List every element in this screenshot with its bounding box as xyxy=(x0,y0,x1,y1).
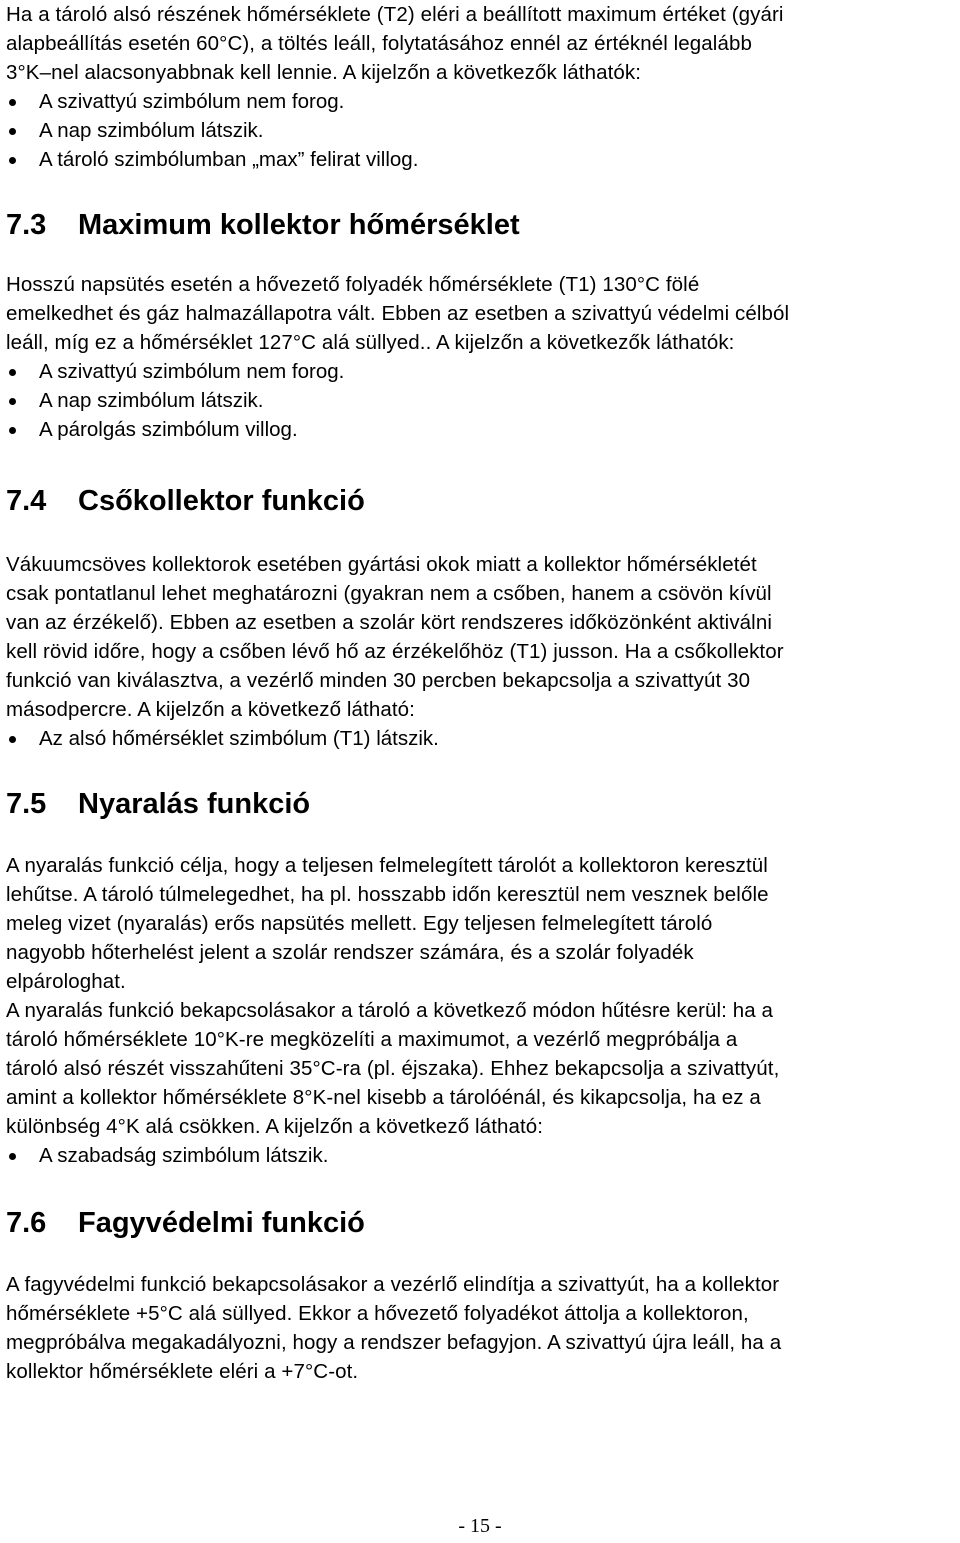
list-item-text: A nap szimbólum látszik. xyxy=(39,389,264,412)
text-line: leáll, míg ez a hőmérséklet 127°C alá süllyed.. A kijelzőn a következők láthatók: xyxy=(6,331,735,354)
list-item xyxy=(6,87,784,116)
text-line: alapbeállítás esetén 60°C), a töltés leáll, folytatásához ennél az értéknél legalább xyxy=(6,32,752,55)
text-line: csak pontatlanul lehet meghatározni (gyakran nem a csőben, hanem a csövön kívül xyxy=(6,582,772,605)
list-item xyxy=(6,357,789,386)
text-line: 3°K–nel alacsonyabbnak kell lennie. A kijelzőn a következők láthatók: xyxy=(6,61,642,84)
section-heading xyxy=(6,205,520,245)
text-line: Vákuumcsöves kollektorok esetében gyártási okok miatt a kollektor hőmérsékletét xyxy=(6,553,757,576)
text-line: funkció van kiválasztva, a vezérlő minden 30 percben bekapcsolja a szivattyút 30 xyxy=(6,669,751,692)
section-paragraph xyxy=(6,851,779,1141)
list-item-text: A szivattyú szimbólum nem forog. xyxy=(39,90,345,113)
text-line: megpróbálva megakadályozni, hogy a rendszer befagyjon. A szivattyú újra leáll, ha a xyxy=(6,1331,782,1354)
list-item-text: A szabadság szimbólum látszik. xyxy=(39,1144,329,1167)
text-line: meleg vizet (nyaralás) erős napsütés mellett. Egy teljesen felmelegített tároló xyxy=(6,912,713,935)
text-line: tároló alsó részét visszahűteni 35°C-ra (pl. éjszaka). Ehhez bekapcsolja a szivattyút, xyxy=(6,1057,780,1080)
section-paragraph xyxy=(6,550,784,724)
intro-block xyxy=(6,0,784,174)
list-item xyxy=(6,116,784,145)
section-7-5-body xyxy=(6,851,779,1170)
list-item xyxy=(6,724,784,753)
text-line: lehűtse. A tároló túlmelegedhet, ha pl. hosszabb időn keresztül nem vesznek belőle xyxy=(6,883,769,906)
section-number: 7.6 xyxy=(6,1207,47,1239)
section-7-6 xyxy=(6,1203,365,1243)
bullet-icon xyxy=(9,736,16,743)
document-page xyxy=(6,0,960,1543)
section-title: Nyaralás funkció xyxy=(78,788,311,820)
list-item xyxy=(6,145,784,174)
section-title: Csőkollektor funkció xyxy=(78,485,365,517)
text-line: másodpercre. A kijelzőn a következő látható: xyxy=(6,698,415,721)
section-number: 7.4 xyxy=(6,485,47,517)
list-item-text: A szivattyú szimbólum nem forog. xyxy=(39,360,345,383)
text-line: kollektor hőmérséklete eléri a +7°C-ot. xyxy=(6,1360,359,1383)
text-line: elpárologhat. xyxy=(6,970,126,993)
section-bullet-list xyxy=(6,357,789,444)
text-line: különbség 4°K alá csökken. A kijelzőn a következő látható: xyxy=(6,1115,544,1138)
bullet-icon xyxy=(9,99,16,106)
section-title: Maximum kollektor hőmérséklet xyxy=(78,209,520,241)
text-line: emelkedhet és gáz halmazállapotra vált. Ebben az esetben a szivattyú védelmi célból xyxy=(6,302,790,325)
list-item-text: A párolgás szimbólum villog. xyxy=(39,418,298,441)
section-7-3 xyxy=(6,205,520,245)
section-7-6-body xyxy=(6,1270,781,1386)
list-item-text: A tároló szimbólumban „max” felirat villog. xyxy=(39,148,419,171)
section-title: Fagyvédelmi funkció xyxy=(78,1207,365,1239)
list-item-text: Az alsó hőmérséklet szimbólum (T1) látszik. xyxy=(39,727,439,750)
section-heading xyxy=(6,1203,365,1243)
section-7-4 xyxy=(6,481,365,521)
bullet-icon xyxy=(9,398,16,405)
text-line: nagyobb hőterhelést jelent a szolár rendszer számára, és a szolár folyadék xyxy=(6,941,694,964)
section-number: 7.3 xyxy=(6,209,47,241)
list-item-text: A nap szimbólum látszik. xyxy=(39,119,264,142)
section-7-5 xyxy=(6,784,310,824)
bullet-icon xyxy=(9,427,16,434)
section-7-3-body xyxy=(6,270,789,444)
bullet-icon xyxy=(9,369,16,376)
page-number: - 15 - xyxy=(458,1515,502,1537)
text-line: kell rövid időre, hogy a csőben lévő hő az érzékelőhöz (T1) jusson. Ha a csőkollektor xyxy=(6,640,784,663)
bullet-icon xyxy=(9,157,16,164)
text-line: Ha a tároló alsó részének hőmérséklete (T2) eléri a beállított maximum értéket (gyári xyxy=(6,3,784,26)
section-paragraph xyxy=(6,1270,781,1386)
section-bullet-list xyxy=(6,724,784,753)
section-heading xyxy=(6,481,365,521)
list-item xyxy=(6,415,789,444)
section-number: 7.5 xyxy=(6,788,47,820)
section-bullet-list xyxy=(6,1141,779,1170)
text-line: A nyaralás funkció bekapcsolásakor a tároló a következő módon hűtésre kerül: ha a xyxy=(6,999,774,1022)
text-line: amint a kollektor hőmérséklete 8°K-nel kisebb a tárolóénál, és kikapcsolja, ha ez a xyxy=(6,1086,761,1109)
text-line: A nyaralás funkció célja, hogy a teljesen felmelegített tárolót a kollektoron keresztül xyxy=(6,854,768,877)
section-paragraph xyxy=(6,270,789,357)
text-line: hőmérséklete +5°C alá süllyed. Ekkor a hővezető folyadékot áttolja a kollektoron, xyxy=(6,1302,749,1325)
section-heading xyxy=(6,784,310,824)
list-item xyxy=(6,1141,779,1170)
list-item xyxy=(6,386,789,415)
intro-bullet-list xyxy=(6,87,784,174)
text-line: Hosszú napsütés esetén a hővezető folyadék hőmérséklete (T1) 130°C fölé xyxy=(6,273,700,296)
bullet-icon xyxy=(9,1153,16,1160)
text-line: van az érzékelő). Ebben az esetben a szolár kört rendszeres időközönként aktiválni xyxy=(6,611,772,634)
section-7-4-body xyxy=(6,550,784,753)
bullet-icon xyxy=(9,128,16,135)
text-line: A fagyvédelmi funkció bekapcsolásakor a vezérlő elindítja a szivattyút, ha a kollektor xyxy=(6,1273,780,1296)
text-line: tároló hőmérséklete 10°K-re megközelíti a maximumot, a vezérlő megpróbálja a xyxy=(6,1028,738,1051)
intro-paragraph xyxy=(6,0,784,87)
